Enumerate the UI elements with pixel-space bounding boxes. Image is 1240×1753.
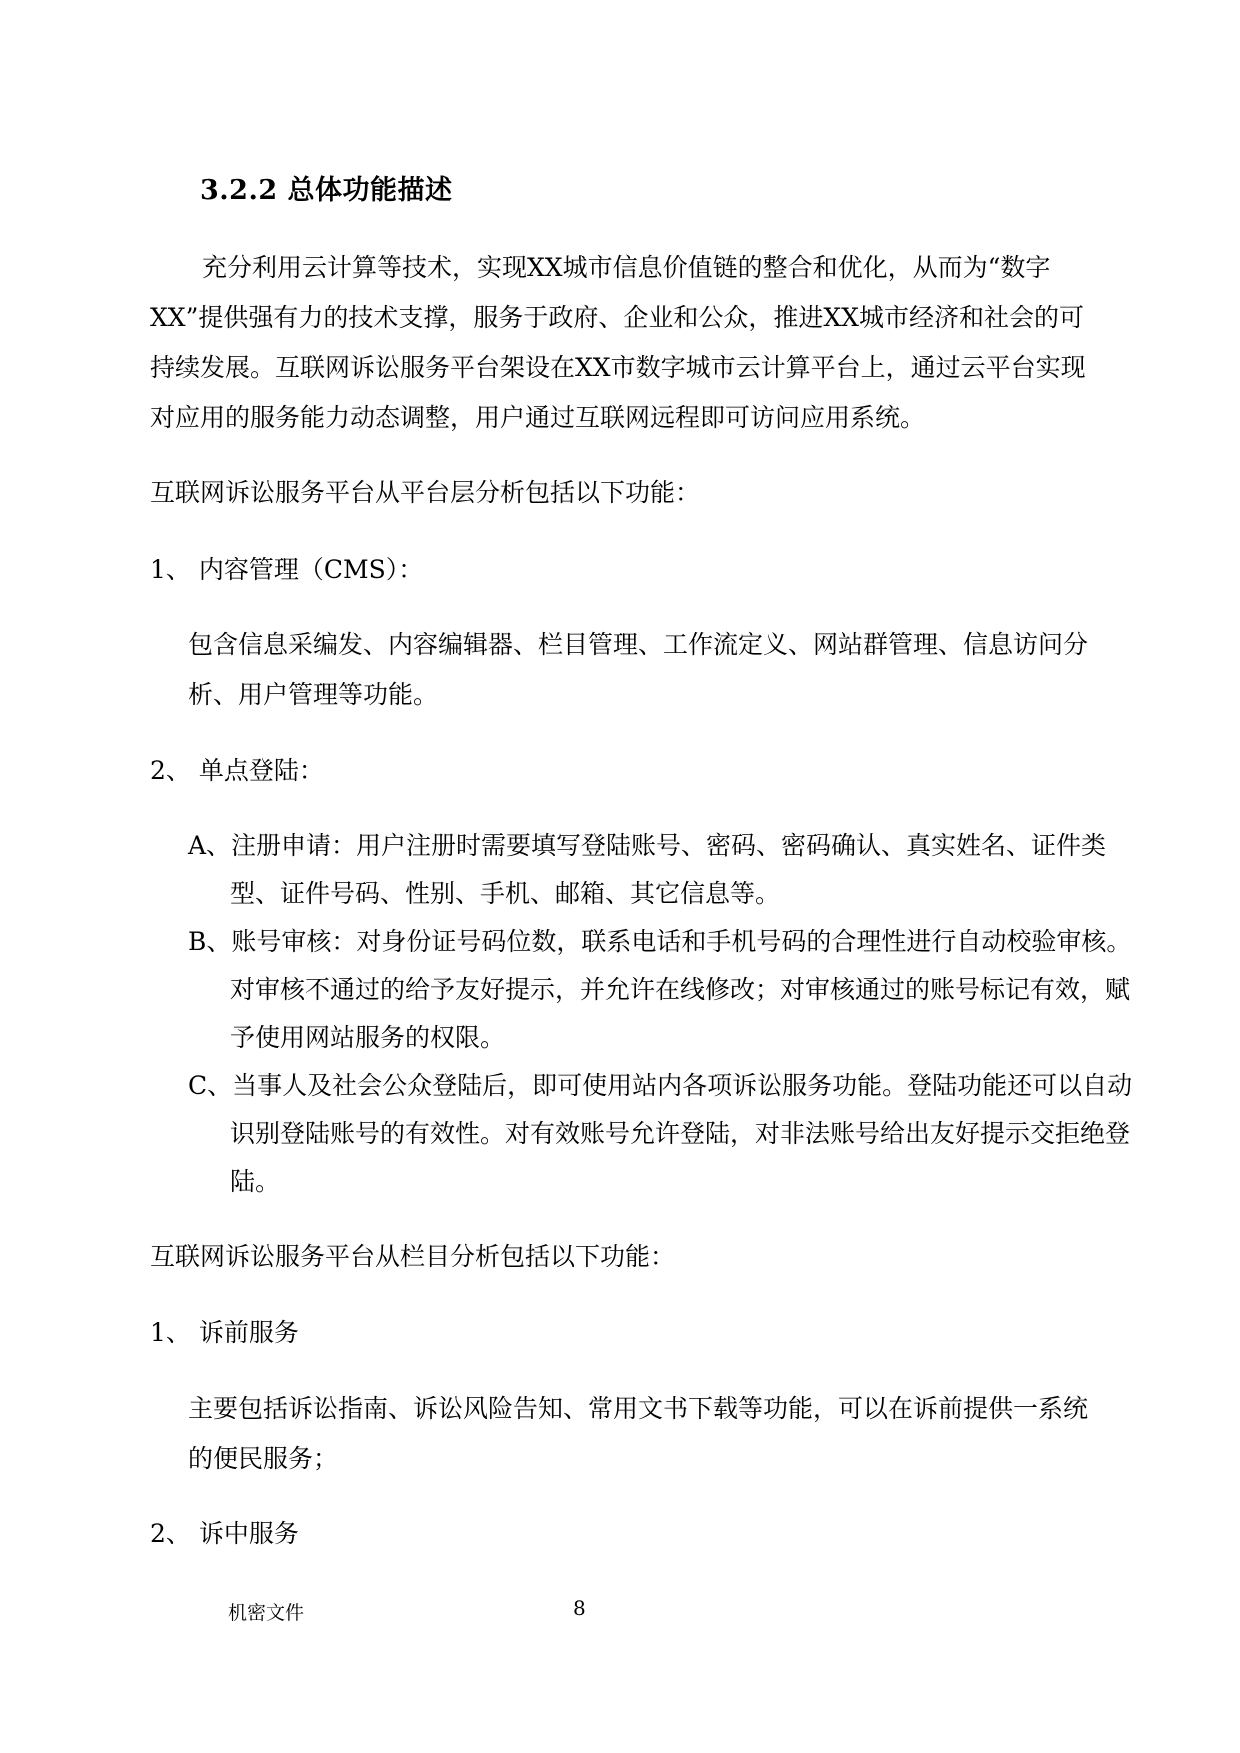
sso-subitem-a: A、注册申请：用户注册时需要填写登陆账号、密码、密码确认、真实姓名、证件类型、证件号码、性别、手机、邮箱、其它信息等。 bbox=[188, 831, 1107, 908]
platform-item-cms-desc: 包含信息采编发、内容编辑器、栏目管理、工作流定义、网站群管理、信息访问分析、用户管理等功能。 bbox=[188, 630, 1089, 709]
section-heading: 3.2.2 总体功能描述 bbox=[200, 175, 453, 206]
platform-intro: 互联网诉讼服务平台从平台层分析包括以下功能： bbox=[150, 478, 701, 507]
footer-page-number: 8 bbox=[573, 1596, 586, 1620]
platform-item-sso-title: 2、 单点登陆： bbox=[150, 756, 324, 785]
column-intro: 互联网诉讼服务平台从栏目分析包括以下功能： bbox=[150, 1242, 676, 1271]
column-item-inlitigation-title: 2、 诉中服务 bbox=[150, 1519, 299, 1548]
sso-subitem-c: C、当事人及社会公众登陆后，即可使用站内各项诉讼服务功能。登陆功能还可以自动识别登陆账号的有效性。对有效账号允许登陆，对非法账号给出友好提示交拒绝登陆。 bbox=[188, 1071, 1133, 1196]
sso-subitem-b: B、账号审核：对身份证号码位数，联系电话和手机号码的合理性进行自动校验审核。对审核不通过的给予友好提示，并允许在线修改；对审核通过的账号标记有效，赋予使用网站服务的权限。 bbox=[188, 927, 1132, 1052]
footer-confidential-label: 机密文件 bbox=[228, 1602, 305, 1624]
column-item-prelitigation-desc: 主要包括诉讼指南、诉讼风险告知、常用文书下载等功能，可以在诉前提供一系统的便民服务； bbox=[188, 1394, 1089, 1473]
column-item-prelitigation-title: 1、 诉前服务 bbox=[150, 1318, 299, 1347]
platform-item-cms-title: 1、 内容管理（CMS）： bbox=[150, 555, 424, 584]
intro-paragraph: 充分利用云计算等技术，实现XX城市信息价值链的整合和优化，从而为“数字XX”提供强有力的技术支撑，服务于政府、企业和公众，推进XX城市经济和社会的可持续发展。互联网诉讼服务平台架设在XX市数字城市云计算平台上，通过云平台实现对应用的服务能力动态调整，用户通过互联网远程即可访问应用系统。 bbox=[150, 253, 1086, 432]
